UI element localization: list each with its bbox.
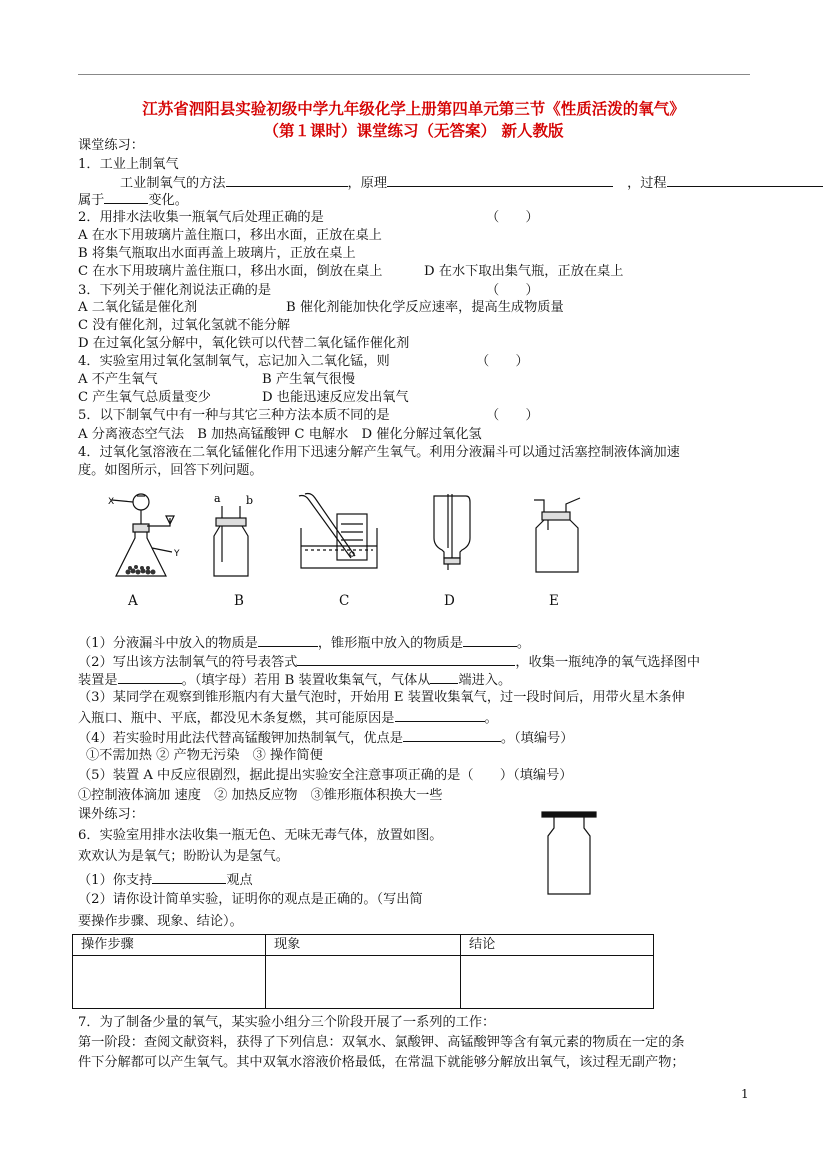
q4b-intro-2: 度。如图所示，回答下列问题。 [78, 463, 263, 478]
figure-label-e: E [549, 593, 559, 609]
q1-blank-principle [387, 172, 613, 187]
q7-line2: 第一阶段：查阅文献资料，获得了下列信息：双氧水、氯酸钾、高锰酸钾等含有氧元素的物质在一定的条 [78, 1035, 685, 1050]
section-extra-practice: 课外练习： [78, 807, 144, 822]
apparatus-e-gas-bottle [530, 490, 590, 576]
q4b-blank-equation [297, 651, 515, 666]
apparatus-c-water-trough [295, 492, 381, 574]
q4b-blank-advantage [403, 727, 501, 742]
q6-blank-viewpoint [152, 869, 226, 884]
apparatus-d-downward-air-bottle [422, 492, 482, 572]
q1-blank-method [226, 172, 348, 187]
q3-option-d: D 在过氧化氢分解中，氧化铁可以代替二氧化锰作催化剂 [78, 336, 410, 351]
figure-label-c: C [339, 593, 350, 609]
q4b-part5-options: ①控制液体滴加 速度 ② 加热反应物 ③锥形瓶体积换大一些 [78, 788, 443, 803]
q2-option-c: C 在水下用玻璃片盖住瓶口，移出水面，倒放在桌上 [78, 264, 383, 279]
mark-a: a [214, 492, 221, 505]
q1-head: 1．工业上制氧气 [78, 157, 179, 172]
q4b-part4-options: ①不需加热 ② 产物无污染 ③ 操作简便 [86, 748, 323, 763]
q1-blank-process [667, 172, 823, 187]
mark-b: b [246, 494, 254, 507]
q7-line1: 7．为了制备少量的氧气，某实验小组分三个阶段开展了一系列的工作： [78, 1015, 496, 1030]
table-cell-steps [73, 956, 266, 1009]
q3-option-b: B 催化剂能加快化学反应速率，提高生成物质量 [286, 300, 564, 315]
table-header-steps: 操作步骤 [73, 935, 266, 956]
page-number: 1 [741, 1087, 749, 1101]
q4b-part1: （1）分液漏斗中放入的物质是 ，锥形瓶中放入的物质是 。 [78, 632, 530, 654]
q4a-option-c: C 产生氧气总质量变少 [78, 390, 211, 405]
header-rule [78, 74, 750, 75]
title-line-1: 江苏省泗阳县实验初级中学九年级化学上册第四单元第三节《性质活泼的氧气》 [142, 99, 685, 118]
q2-stem: 2．用排水法收集一瓶氧气后处理正确的是 [78, 210, 324, 225]
q4b-blank-inlet [430, 669, 458, 684]
q3-option-a: A 二氧化锰是催化剂 [78, 300, 198, 315]
q1-line2: 属于 变化。 [78, 189, 188, 211]
q5-answer-paren: （ ） [486, 408, 539, 423]
apparatus-b-gas-bottle [206, 492, 262, 582]
q4a-option-a: A 不产生氧气 [78, 372, 158, 387]
q4b-part3-line1: （3）某同学在观察到锥形瓶内有大量气泡时，开始用 E 装置收集氧气，过一段时间后，用带火星木条伸 [78, 690, 685, 705]
q7-line3: 件下分解都可以产生氧气。其中双氧水溶液价格最低，在常温下就能够分解放出氧气，该过程无副产物； [78, 1055, 685, 1070]
q1-line1: 工业制氧气的方法 ，原理 ，过程 [120, 172, 823, 194]
experiment-table [72, 934, 654, 1009]
apparatus-a-flask-with-funnel [108, 488, 188, 584]
q4b-blank-funnel-substance [258, 632, 318, 647]
q4a-option-b: B 产生氧气很慢 [262, 372, 356, 387]
q3-answer-paren: （ ） [486, 283, 539, 298]
q2-option-b: B 将集气瓶取出水面再盖上玻璃片，正放在桌上 [78, 246, 356, 261]
q4b-part5-line1: （5）装置 A 中反应很剧烈，据此提出实验安全注意事项正确的是（ ）（填编号） [78, 768, 573, 783]
mark-y: Y [174, 549, 180, 559]
q1-blank-change [104, 189, 148, 204]
q3-option-c: C 没有催化剂，过氧化氢就不能分解 [78, 318, 291, 333]
q4b-blank-device [118, 669, 182, 684]
q6-line3: （1）你支持 观点 [78, 869, 253, 891]
q5-options: A 分离液态空气法 B 加热高锰酸钾 C 电解水 D 催化分解过氧化氢 [78, 427, 482, 442]
q4a-option-d: D 也能迅速反应发出氧气 [262, 390, 409, 405]
q6-line2: 欢欢认为是氧气；盼盼认为是氢气。 [78, 849, 289, 864]
q5-stem: 5．以下制氧气中有一种与其它三种方法本质不同的是 [78, 408, 390, 423]
q6-line5: 要操作步骤、现象、结论）。 [78, 914, 243, 929]
table-cell-conclusion [461, 956, 654, 1009]
q4b-intro-1: 4．过氧化氢溶液在二氧化锰催化作用下迅速分解产生氧气。利用分液漏斗可以通过活塞控制液体滴加速 [78, 445, 680, 460]
q6-line1: 6．实验室用排水法收集一瓶无色、无味无毒气体，放置如图。 [78, 828, 443, 843]
table-header-conclusion: 结论 [461, 935, 654, 956]
figure-label-a: A [128, 593, 138, 609]
q4b-blank-flask-substance [463, 632, 517, 647]
q6-line4: （2）请你设计简单实验，证明你的观点是正确的。（写出简 [78, 892, 423, 907]
q2-option-a: A 在水下用玻璃片盖住瓶口，移出水面，正放在桌上 [78, 228, 382, 243]
q4a-answer-paren: （ ） [476, 354, 529, 369]
table-header-phenomenon: 现象 [266, 935, 461, 956]
q4b-part2-line1: （2）写出该方法制氧气的符号表答式 ，收集一瓶纯净的氧气选择图中 [78, 651, 700, 673]
mark-x: X [108, 497, 115, 507]
q2-answer-paren: （ ） [486, 210, 539, 225]
q4b-part4-line1: （4）若实验时用此法代替高锰酸钾加热制氧气，优点是 。（填编号） [78, 727, 573, 749]
figure-label-d: D [444, 593, 455, 609]
q2-option-d: D 在水下取出集气瓶，正放在桌上 [424, 264, 624, 279]
title-line-2: （第１课时）课堂练习（无答案） 新人教版 [263, 121, 564, 140]
q4b-part2-line2: 装置是 。（填字母）若用 B 装置收集氧气，气体从 端进入。 [78, 669, 511, 691]
q4a-stem: 4．实验室用过氧化氢制氧气，忘记加入二氧化锰，则 [78, 354, 390, 369]
section-class-practice: 课堂练习： [78, 138, 144, 153]
figure-label-b: B [234, 593, 244, 609]
q4b-blank-reason [395, 707, 485, 722]
table-cell-phenomenon [266, 956, 461, 1009]
gas-jar-figure [540, 810, 602, 900]
q4b-part3-line2: 入瓶口、瓶中、平底，都没见木条复燃，其可能原因是 。 [78, 707, 498, 729]
q3-stem: 3．下列关于催化剂说法正确的是 [78, 283, 272, 298]
